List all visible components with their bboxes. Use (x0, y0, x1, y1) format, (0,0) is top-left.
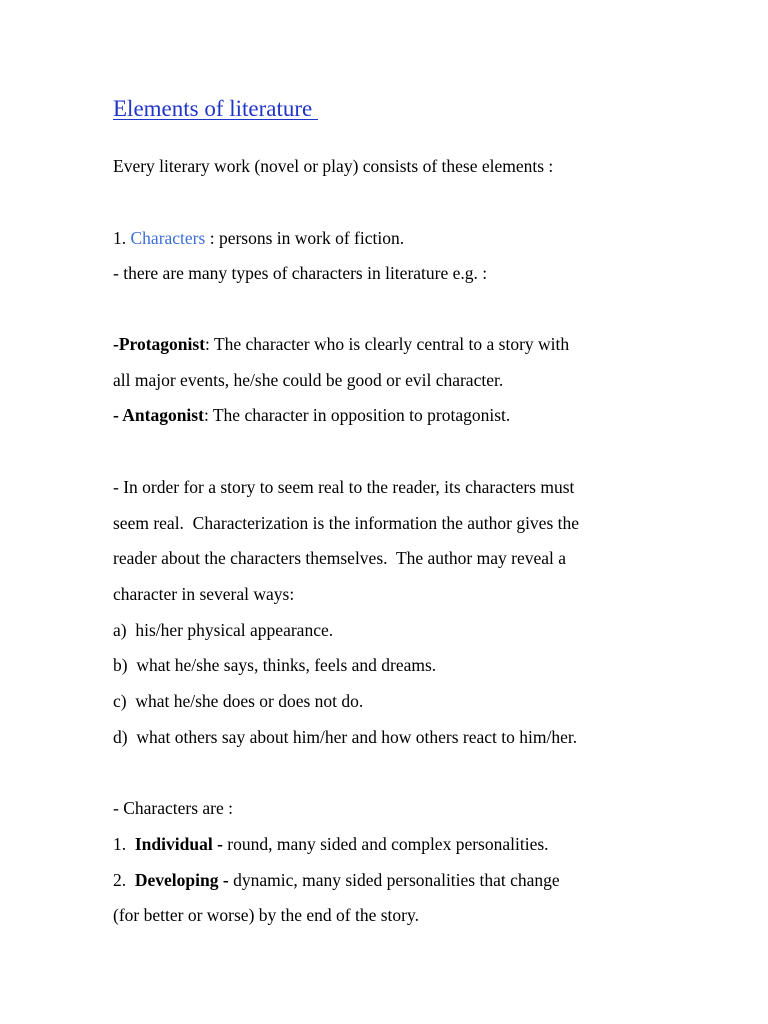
characters-definition (113, 227, 404, 249)
protagonist-line-1 (113, 333, 569, 355)
way-item: d) what others say about him/her and how others react to him/her. (113, 727, 578, 747)
characters-term: Characters (130, 228, 206, 248)
antagonist-prefix: - (113, 405, 123, 425)
antagonist-text: : The character in opposition to protagonist. (203, 405, 511, 425)
characterization-line: - In order for a story to seem real to the reader, its characters must (113, 477, 575, 497)
list-number: 1. (113, 834, 135, 854)
antagonist-line (113, 404, 510, 426)
way-item: a) his/her physical appearance. (113, 620, 334, 640)
kind-term: Individual - (134, 834, 228, 854)
antagonist-term: Antagonist (122, 405, 204, 425)
characterization-line: character in several ways: (113, 584, 295, 604)
kind-term: Developing - (134, 870, 234, 890)
list-number: 1. (113, 228, 131, 248)
protagonist-line-2: all major events, he/she could be good or evil character. (113, 370, 504, 390)
characters-are-heading: - Characters are : (113, 798, 233, 818)
characterization-line: seem real. Characterization is the information the author gives the (113, 513, 580, 533)
way-item: c) what he/she does or does not do. (113, 691, 364, 711)
characters-definition-text: : persons in work of fiction. (205, 228, 405, 248)
character-kind-item (113, 833, 549, 855)
character-kind-item (113, 869, 560, 891)
protagonist-term: Protagonist (118, 334, 206, 354)
kind-text: round, many sided and complex personalities. (227, 834, 549, 854)
document-title: Elements of literature (113, 96, 319, 121)
character-kind-continuation: (for better or worse) by the end of the story. (113, 905, 419, 925)
kind-text: dynamic, many sided personalities that change (233, 870, 560, 890)
way-item: b) what he/she says, thinks, feels and dreams. (113, 655, 437, 675)
protagonist-prefix: - (113, 334, 119, 354)
types-intro: - there are many types of characters in literature e.g. : (113, 263, 488, 283)
protagonist-text: : The character who is clearly central to a story with (205, 334, 570, 354)
list-number: 2. (113, 870, 135, 890)
characterization-line: reader about the characters themselves. The author may reveal a (113, 548, 567, 568)
intro-paragraph: Every literary work (novel or play) consists of these elements : (113, 156, 554, 176)
